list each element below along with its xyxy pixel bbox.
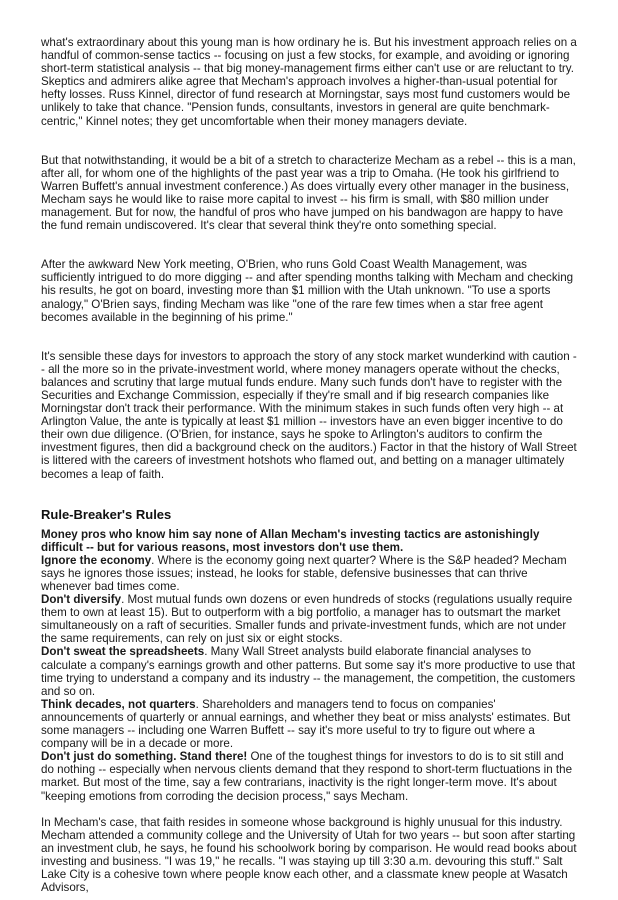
- rule-item: [41, 750, 578, 802]
- rule-title: Don't diversify: [41, 593, 122, 607]
- article-page: [41, 36, 578, 894]
- paragraph-spacer: [41, 324, 578, 350]
- sidebar-box: [41, 507, 578, 803]
- article-paragraph: what's extraordinary about this young man is how ordinary he is. But his investment approach relies on a handful of common-sense tactics -- focusing on just a few stocks, for example, and avoiding or ignoring short-term statistical analysis -- that big money-management firms either can't use or are reluctant to try. Skeptics and admirers alike agree that Mecham's approach involves a higher-than-usual potential for hefty losses. Russ Kinnel, director of fund research at Morningstar, says most fund customers would be unlikely to take that chance. "Pension funds, consultants, investors in general are quite benchmark-centric," Kinnel notes; they get uncomfortable when their money managers deviate.: [41, 36, 577, 128]
- rule-title: Think decades, not quarters: [41, 697, 196, 711]
- rule-text: . Shareholders and managers tend to focus on companies' announcements of quarterly or annual earnings, and whether they beat or miss analysts' estimates. But some managers -- including one Warren Buffett -- say it's more useful to try to figure out where a company will be in a decade or more.: [41, 697, 571, 751]
- paragraph-spacer: [41, 128, 578, 154]
- sidebar-heading: Rule-Breaker's Rules: [41, 506, 172, 522]
- rule-item: [41, 698, 578, 750]
- rule-item: [41, 645, 578, 697]
- rule-text: . Many Wall Street analysts build elaborate financial analyses to calculate a company's earnings growth and other patterns. But some say it's more productive to use that time trying to understand a company and its industry -- the management, the competition, the customers and so on.: [41, 645, 576, 698]
- rule-item: [41, 554, 578, 593]
- rule-text: . Most mutual funds own dozens or even hundreds of stocks (regulations usually require them to own at least 15). But to outperform with a big portfolio, a manager has to outsmart the market simultaneously on a raft of securities. Smaller funds and private-investment funds, which are not under the same requirements, can rely on just six or eight stocks.: [41, 593, 573, 646]
- rule-text: . Where is the economy going next quarter? Where is the S&P headed? Mecham says he ignores those issues; instead, he looks for stable, defensive businesses that can thrive whenever bad times come.: [41, 553, 567, 593]
- article-paragraph: In Mecham's case, that faith resides in someone whose background is highly unusual for this industry. Mecham attended a community college and the University of Utah for two years -- but soon after starting an investment club, he says, he found his schoolwork boring by comparison. He would read books about investing and business. "I was 19," he recalls. "I was staying up till 3:30 a.m. devouring this stuff." Salt Lake City is a cohesive town where people know each other, and a classmate knew people at Wasatch Advisors,: [41, 815, 577, 895]
- rule-title: Don't just do something. Stand there!: [41, 750, 248, 764]
- rule-text: One of the toughest things for investors to do is to sit still and do nothing -- especially when nervous clients demand that they respond to short-term fluctuations in the market. But most of the time, say a few contrarians, inactivity is the right longer-term move. It's about "keeping emotions from corroding the decision process," says Mecham.: [41, 750, 573, 803]
- article-paragraph: It's sensible these days for investors to approach the story of any stock market wunderkind with caution -- all the more so in the private-investment world, where money managers operate without the checks, balances and scrutiny that large mutual funds endure. Many such funds don't have to register with the Securities and Exchange Commission, especially if they're small and if big research companies like Morningstar don't track their performance. With the minimum stakes in such funds often very high -- at Arlington Value, the ante is typically at least $1 million -- investors have an even bigger incentive to do their own due diligence. (O'Brien, for instance, says he spoke to Arlington's auditors to confirm the investment figures, then did a background check on the auditors.) Factor in that the history of Wall Street is littered with the careers of investment hotshots who flamed out, and betting on a manager ultimately becomes a leap of faith.: [41, 349, 577, 481]
- article-paragraph: But that notwithstanding, it would be a bit of a stretch to characterize Mecham as a rebel -- this is a man, after all, for whom one of the highlights of the past year was a trip to Omaha. (He took his girlfriend to Warren Buffett's annual investment conference.) As does virtually every other manager in the business, Mecham says he would like to raise more capital to invest -- his firm is small, with $80 million under management. But for now, the handful of pros who have jumped on his bandwagon are happy to have the fund remain undiscovered. It's clear that several think they're onto something special.: [41, 153, 576, 233]
- sidebar-intro: Money pros who know him say none of Allan Mecham's investing tactics are astonishingly difficult -- but for various reasons, most investors don't use them.: [41, 527, 540, 554]
- paragraph-spacer: [41, 232, 578, 258]
- paragraph-spacer: [41, 481, 578, 507]
- rule-item: [41, 593, 578, 645]
- article-paragraph: After the awkward New York meeting, O'Brien, who runs Gold Coast Wealth Management, was sufficiently intrigued to do more digging -- and after spending months talking with Mecham and checking his results, he got on board, investing more than $1 million with the Utah unknown. "To use a sports analogy," O'Brien says, finding Mecham was like "one of the rare few times when a star free agent becomes available in the beginning of his prime.": [41, 258, 574, 324]
- paragraph-spacer: [41, 803, 578, 816]
- rule-title: Don't sweat the spreadsheets: [41, 645, 205, 659]
- rule-title: Ignore the economy: [41, 553, 152, 567]
